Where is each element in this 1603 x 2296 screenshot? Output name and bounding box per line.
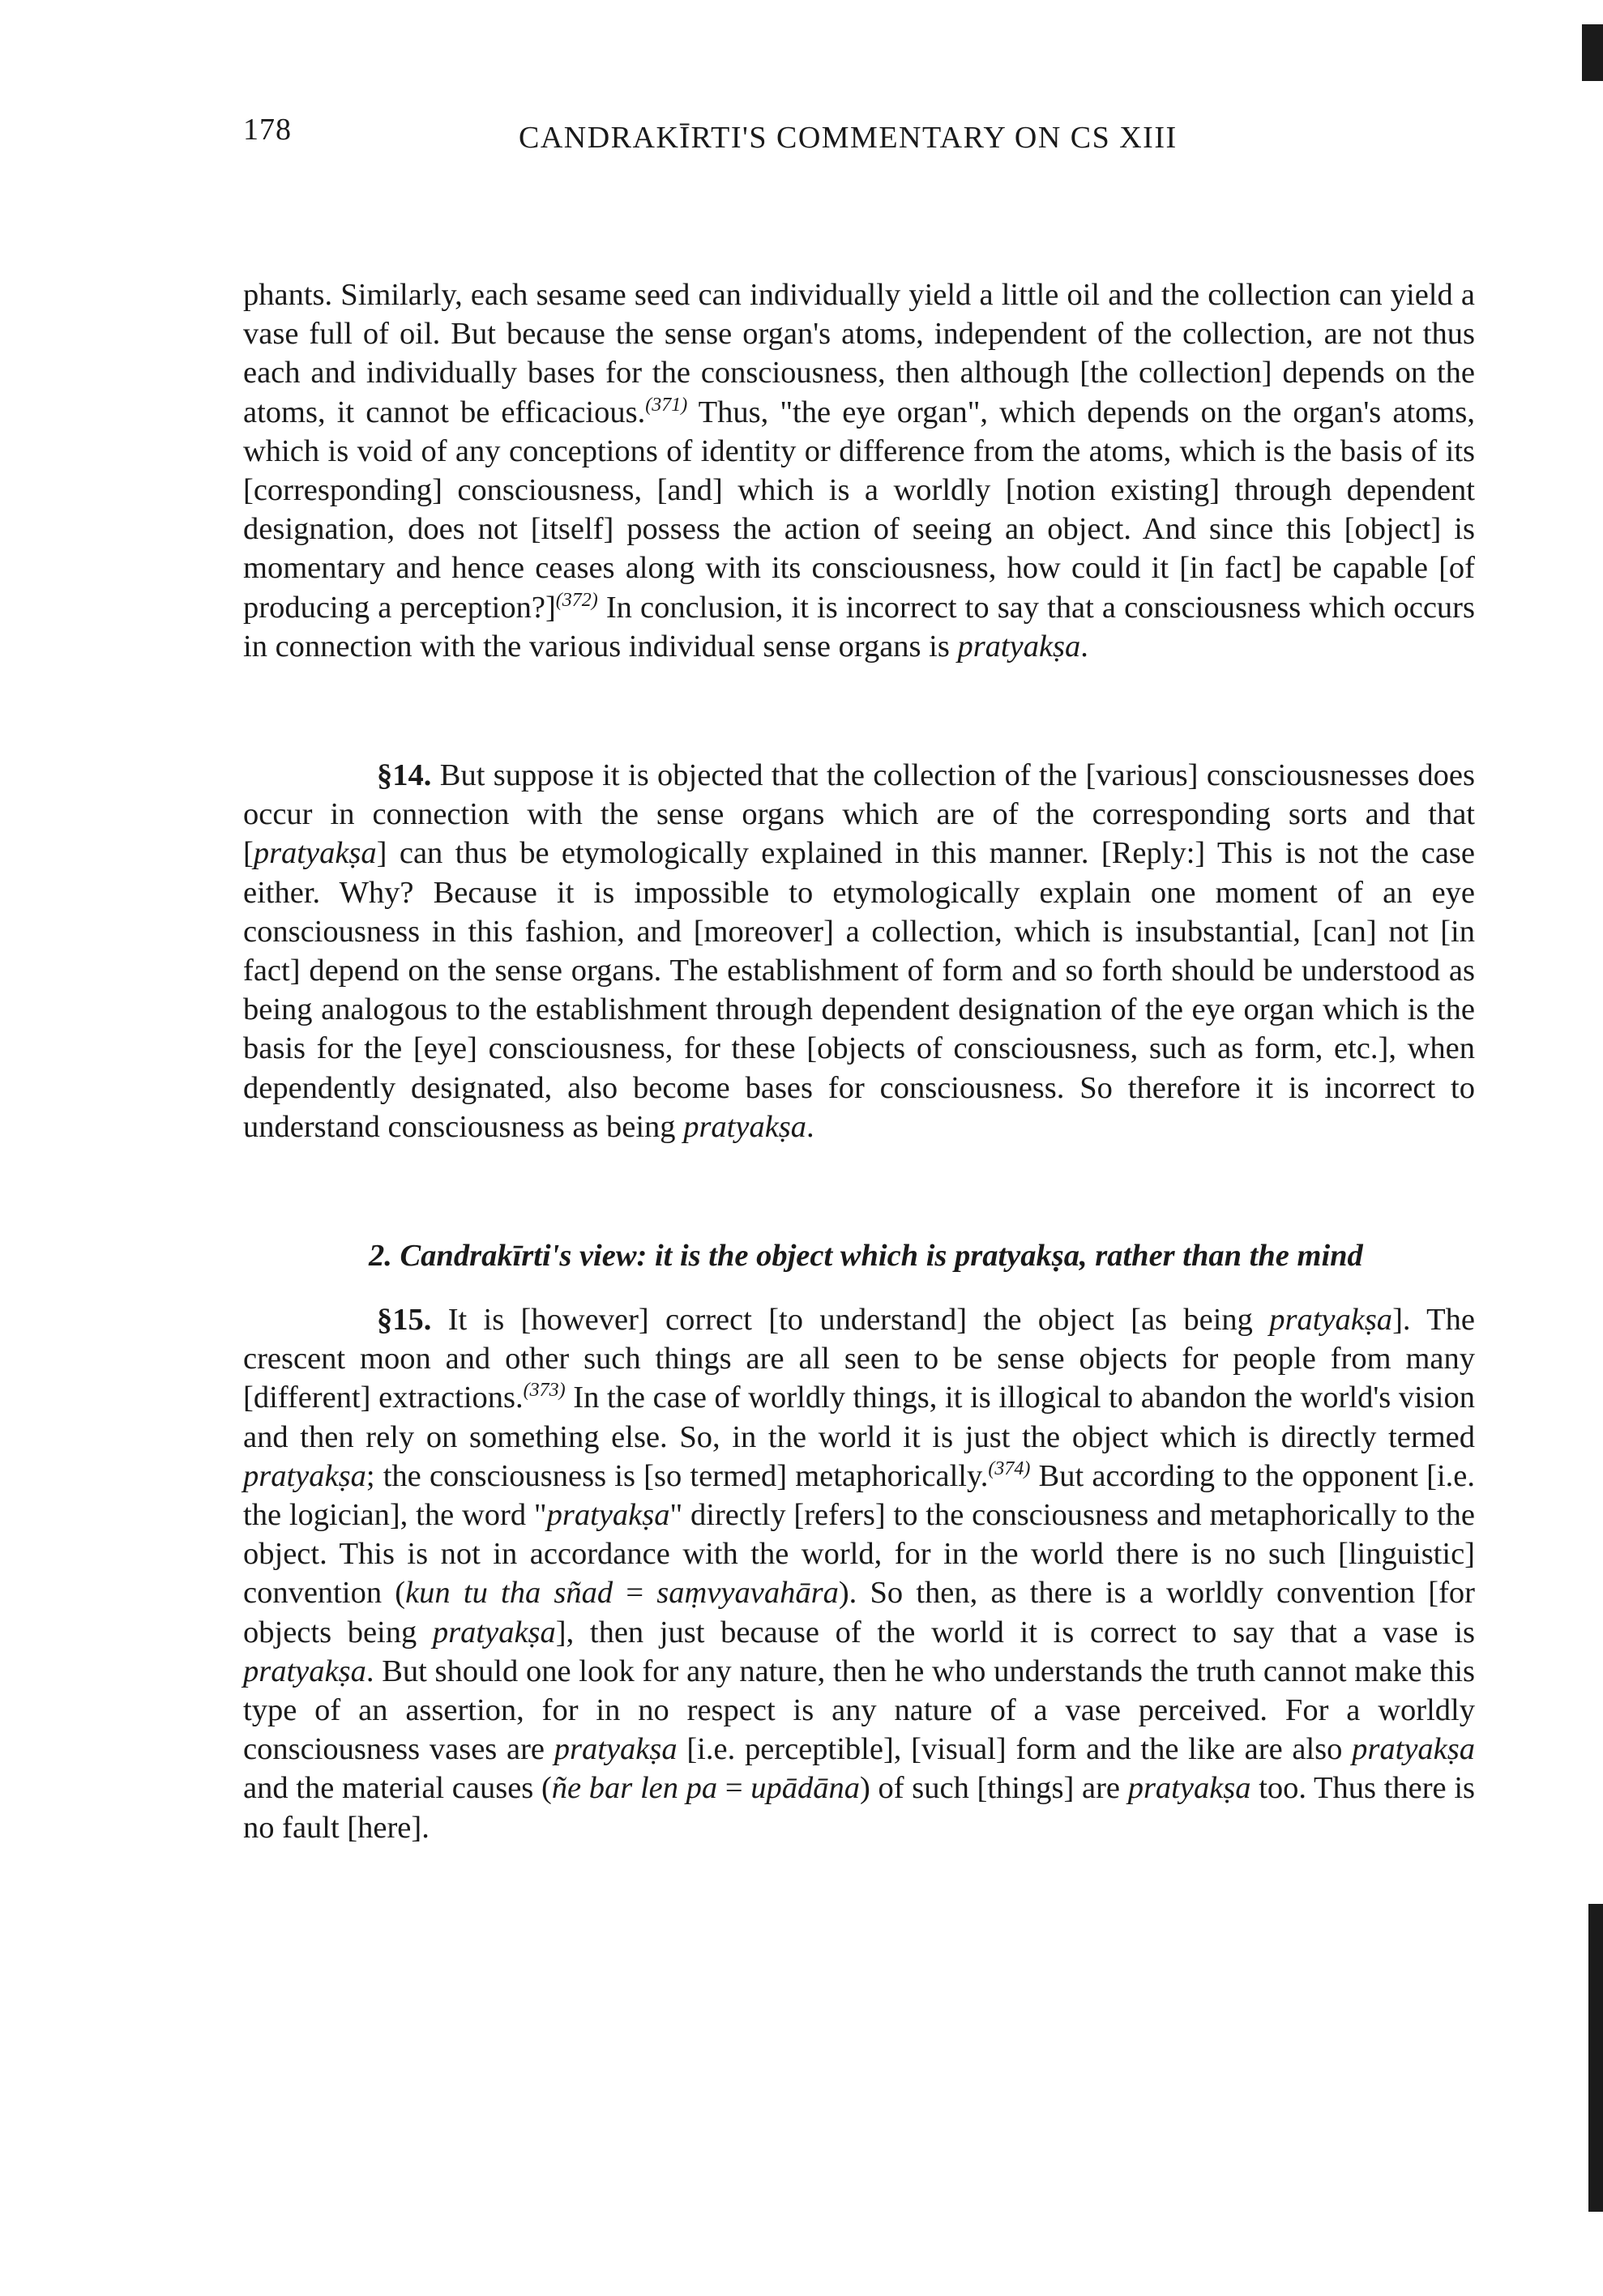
section-heading: 2. Candrakīrti's view: it is the object which is pratyakṣa, rather than the mind xyxy=(369,1239,1363,1273)
paragraph-3-section-15: §15. It is [however] correct [to understand] the object [as being pratyakṣa]. The crescent moon and other such things are all seen to be sense objects for people from many [different] extractions.$^{(373)}$ In the case of worldly things, it is illogical to abandon the world's vision and then rely on something else. So, in the world it is just the object which is directly termed pratyakṣa; the consciousness is [so termed] metaphorically.$^{(374)}$ But according to the opponent [i.e. the logician], the word "pratyakṣa" directly [refers] to the consciousness and metaphorically to the object. This is not in accordance with the world, for in the world there is no such [linguistic] convention (kun tu tha sñad = saṃvyavahāra). So then, as there is a worldly convention [for objects being pratyakṣa], then just because of the world it is correct to say that a vase is pratyakṣa. But should one look for any nature, then he who understands the truth cannot make this type of an assertion, for in no respect is any nature of a vase perceived. For a worldly consciousness vases are pratyakṣa [i.e. perceptible], [visual] form and the like are also pratyakṣa and the material causes (ñe bar len pa = upādāna) of such [things] are pratyakṣa too. Thus there is no fault [here]. xyxy=(243,1303,1476,1845)
paragraph-1: phants. Similarly, each sesame seed can individually yield a little oil and the collection can yield a vase full of oil. But because the sense organ's atoms, independent of the collection, are not thus each and individually bases for the consciousness, then although [the collection] depends on the atoms, it cannot be efficacious.$^{(371)}$ Thus, "the eye organ", which depends on the organ's atoms, which is void of any conceptions of identity or difference from the atoms, which is the basis of its [corresponding] consciousness, [and] which is a worldly [notion existing] through dependent designation, does not [itself] possess the action of seeing an object. And since this [object] is momentary and hence ceases along with its consciousness, how could it [in fact] be capable [of producing a perception?]$^{(372)}$ In conclusion, it is incorrect to say that a consciousness which occurs in connection with the various individual sense organs is pratyakṣa. xyxy=(243,278,1475,664)
running-head: CANDRAKĪRTI'S COMMENTARY ON CS XIII xyxy=(519,121,1178,155)
scan-edge-mark xyxy=(1588,1904,1603,2212)
page-number: 178 xyxy=(243,113,292,147)
scan-edge-mark xyxy=(1582,24,1603,81)
paragraph-2-section-14: §14. But suppose it is objected that the collection of the [various] consciousnesses does occur in connection with the sense organs which are of the corresponding sorts and that [pratyakṣa] can thus be etymologically explained in this manner. [Reply:] This is not the case either. Why? Because it is impossible to etymologically explain one moment of an eye consciousness in this fashion, and [moreover] a collection, which is insubstantial, [can] not [in fact] depend on the sense organs. The establishment of form and so forth should be understood as being analogous to the establishment through dependent designation of the eye organ which is the basis for the [eye] consciousness, for these [objects of consciousness, such as form, etc.], when dependently designated, also become bases for consciousness. So therefore it is incorrect to understand consciousness as being pratyakṣa. xyxy=(243,758,1475,1144)
